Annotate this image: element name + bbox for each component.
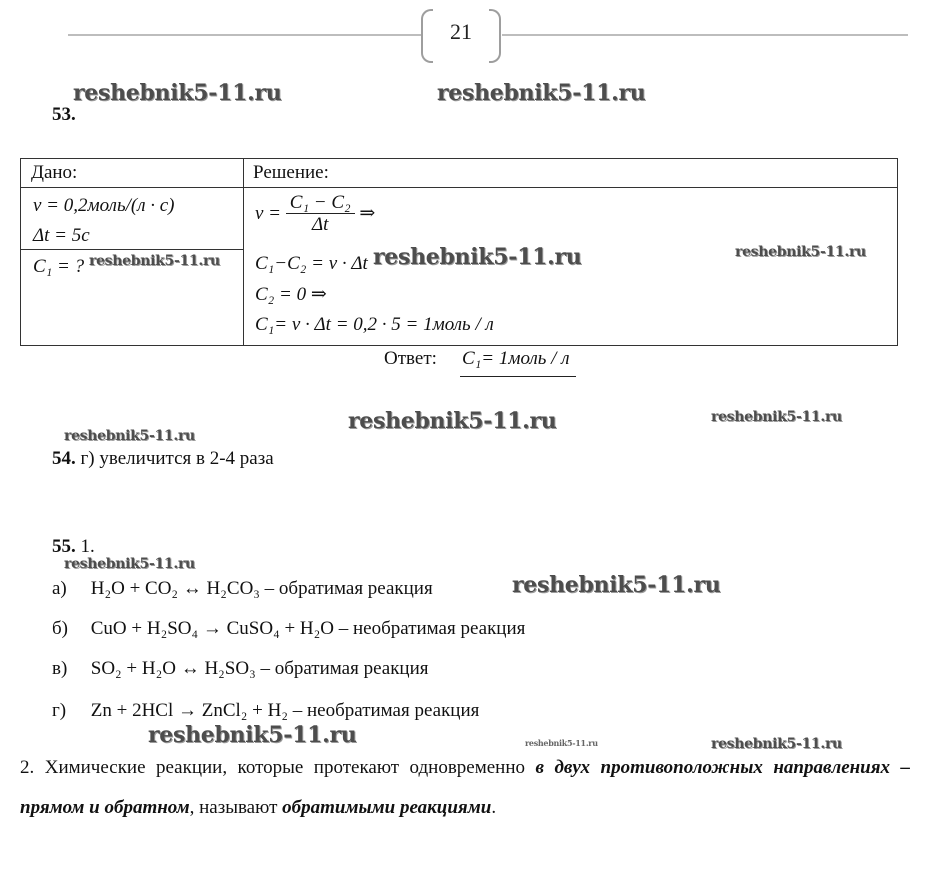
bracket-left bbox=[421, 9, 433, 63]
reaction-row bbox=[52, 700, 479, 722]
reaction-row bbox=[52, 658, 429, 680]
given-header: Дано: bbox=[31, 162, 78, 183]
solution-line-3: C₂ = 0 ⇒ bbox=[255, 284, 327, 305]
reaction-label: а) bbox=[52, 578, 67, 599]
watermark: reshebnik5-11.ru bbox=[64, 556, 195, 572]
paragraph-start: 2. Химические реакции, которые протекают одновременно bbox=[20, 757, 536, 778]
watermark: reshebnik5-11.ru bbox=[711, 409, 842, 425]
paragraph-end: . bbox=[491, 797, 497, 818]
watermark: reshebnik5-11.ru bbox=[373, 244, 582, 270]
paragraph-middle: , называют bbox=[189, 797, 283, 818]
solution-line-1 bbox=[255, 193, 375, 236]
watermark: reshebnik5-11.ru bbox=[348, 408, 557, 434]
page-number-badge bbox=[421, 7, 501, 61]
paragraph-emphasis-2: обратимыми реакциями bbox=[282, 797, 492, 818]
reaction-label: г) bbox=[52, 700, 67, 721]
rate-fraction bbox=[286, 193, 355, 236]
solution-header: Решение: bbox=[253, 162, 329, 183]
bracket-right bbox=[489, 9, 501, 63]
fraction-numerator: C₁ − C₂ bbox=[286, 193, 355, 214]
given-time: Δt = 5с bbox=[33, 225, 90, 246]
reaction-text: CuO + H₂SO₄ → CuSO₄ + H₂O – необратимая реакция bbox=[90, 618, 526, 639]
solution-line-4: C₁= v · Δt = 0,2 · 5 = 1моль / л bbox=[255, 314, 494, 335]
reaction-label: в) bbox=[52, 658, 68, 679]
problem-55 bbox=[52, 536, 95, 558]
answer-underline bbox=[460, 376, 576, 377]
reaction-text: SO₂ + H₂O ↔ H₂SO₃ – обратимая реакция bbox=[90, 658, 429, 679]
solution-line-2: C₁−C₂ = v · Δt bbox=[255, 253, 368, 274]
table-header-rule bbox=[21, 187, 897, 188]
reaction-text: H₂O + CO₂ ↔ H₂CO₃ – обратимая реакция bbox=[90, 578, 433, 599]
watermark: reshebnik5-11.ru bbox=[512, 572, 721, 598]
reaction-row bbox=[52, 578, 433, 600]
problem-54 bbox=[52, 448, 274, 470]
paragraph-emphasis-1: в двух противоположных направлениях – прямом и обратном bbox=[20, 757, 911, 818]
problem-53-number: 53. bbox=[52, 104, 76, 125]
problem-55-number: 55. bbox=[52, 536, 76, 557]
reaction-text: Zn + 2HCl → ZnCl₂ + H₂ – необратимая реакция bbox=[90, 700, 480, 721]
fraction-denominator: Δt bbox=[311, 214, 329, 235]
answer-label: Ответ: bbox=[384, 348, 437, 369]
table-column-rule bbox=[243, 159, 244, 345]
watermark: reshebnik5-11.ru bbox=[735, 244, 866, 260]
watermark: reshebnik5-11.ru bbox=[437, 80, 646, 106]
reaction-label: б) bbox=[52, 618, 68, 639]
definition-paragraph bbox=[20, 748, 910, 828]
given-rate: v = 0,2моль/(л · с) bbox=[33, 195, 175, 216]
rate-symbol: v = bbox=[255, 202, 282, 224]
watermark: reshebnik5-11.ru bbox=[73, 80, 282, 106]
page-number: 21 bbox=[450, 19, 472, 44]
header-rule-right bbox=[502, 34, 908, 36]
watermark: reshebnik5-11.ru bbox=[64, 428, 195, 444]
problem-54-number: 54. bbox=[52, 448, 76, 469]
problem-54-text: г) увеличится в 2-4 раза bbox=[80, 448, 274, 469]
watermark: reshebnik5-11.ru bbox=[148, 722, 357, 748]
given-solution-table bbox=[20, 158, 898, 346]
reaction-row bbox=[52, 618, 525, 640]
implies-arrow: ⇒ bbox=[359, 202, 376, 224]
given-find-rule bbox=[21, 249, 243, 250]
problem-55-sub: 1. bbox=[80, 536, 95, 557]
header-rule-left bbox=[68, 34, 422, 36]
watermark: reshebnik5-11.ru bbox=[89, 253, 220, 269]
watermark: reshebnik5-11.ru bbox=[525, 738, 598, 748]
find-c1: C₁ = ? bbox=[33, 256, 85, 277]
watermark: reshebnik5-11.ru bbox=[711, 736, 842, 752]
answer-value: C₁= 1моль / л bbox=[462, 348, 570, 369]
